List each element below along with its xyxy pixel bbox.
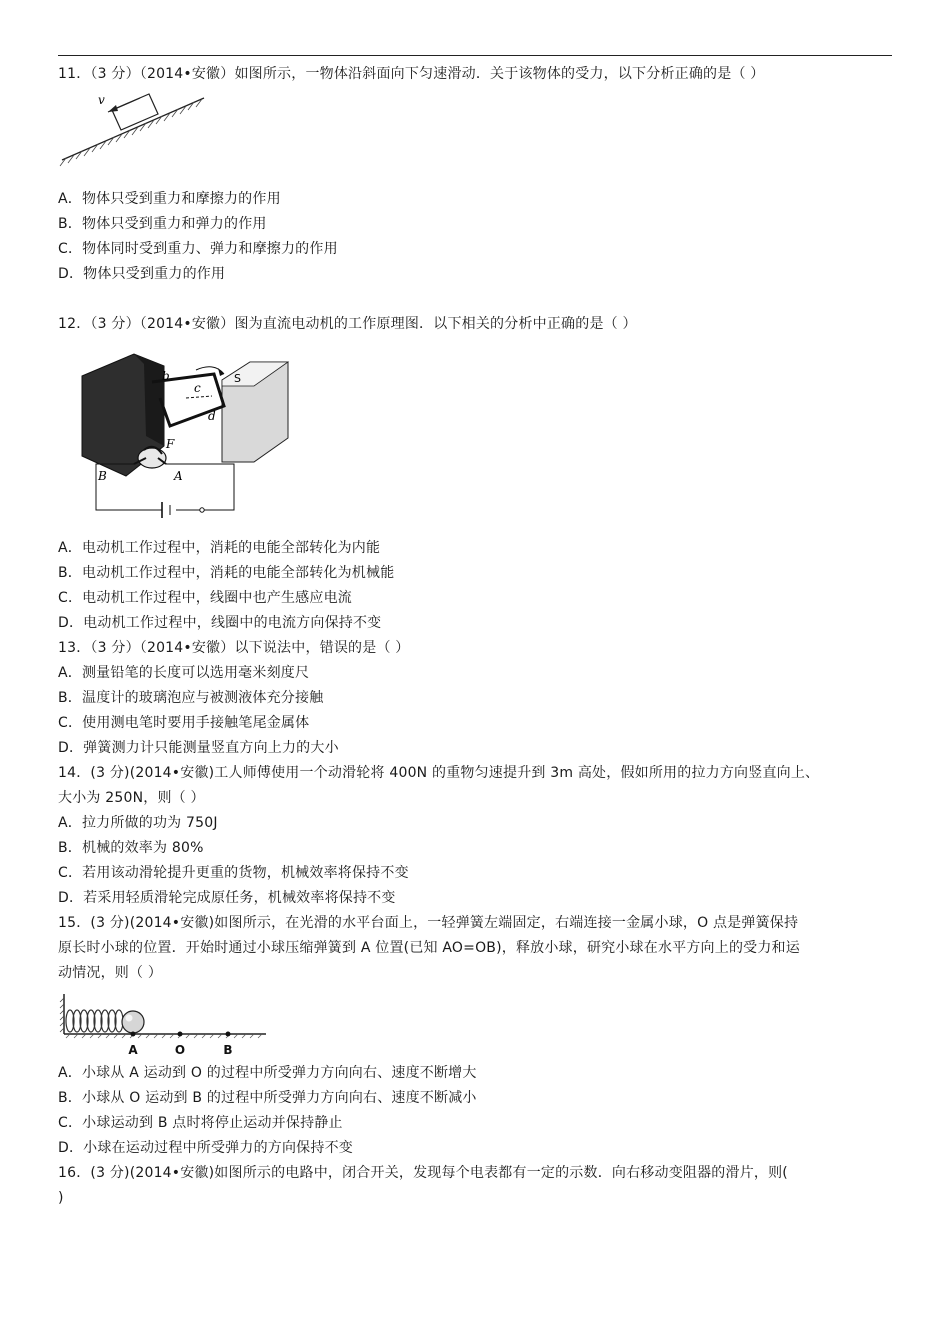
q14-stem-line-2: 大小为 250N，则（ ）: [58, 790, 205, 806]
q11-label-v: v: [98, 93, 105, 107]
header-rule: [58, 55, 892, 56]
q15-stem-line-2: 原长时小球的位置．开始时通过小球压缩弹簧到 A 位置(已知 AO=OB)，释放小球，研究小球在水平方向上的受力和运: [58, 940, 800, 956]
q11-option-d: D．物体只受到重力的作用: [58, 266, 226, 282]
q12-motor-figure: [74, 346, 294, 526]
q15-spring-figure: [58, 990, 278, 1060]
q15-stem-line-1: 15．(3 分)(2014•安徽)如图所示，在光滑的水平台面上，一轻弹簧左端固定，右端连接一金属小球，O 点是弹簧保持: [58, 915, 799, 931]
q11-option-c: C．物体同时受到重力、弹力和摩擦力的作用: [58, 241, 338, 257]
q14-option-c: C．若用该动滑轮提升更重的货物，机械效率将保持不变: [58, 865, 409, 881]
q15-option-d: D．小球在运动过程中所受弹力的方向保持不变: [58, 1140, 353, 1156]
q15-option-c: C．小球运动到 B 点时将停止运动并保持静止: [58, 1115, 343, 1131]
q14-option-a: A．拉力所做的功为 750J: [58, 815, 218, 831]
q12-label-f: F: [166, 437, 175, 451]
q12-label-b: b: [162, 369, 170, 383]
q12-label-a: A: [174, 469, 183, 483]
q15-option-a: A．小球从 A 运动到 O 的过程中所受弹力方向向右、速度不断增大: [58, 1065, 477, 1081]
q14-option-d: D．若采用轻质滑轮完成原任务，机械效率将保持不变: [58, 890, 396, 906]
q15-label-b: B: [223, 1043, 233, 1057]
q11-option-a: A．物体只受到重力和摩擦力的作用: [58, 191, 281, 207]
q13-option-a: A．测量铅笔的长度可以选用毫米刻度尺: [58, 665, 310, 681]
q15-label-a: A: [128, 1043, 138, 1057]
q11-incline-figure: [58, 88, 208, 168]
q14-stem-line-1: 14．(3 分)(2014•安徽)工人师傅使用一个动滑轮将 400N 的重物匀速提升到 3m 高处，假如所用的拉力方向竖直向上、: [58, 765, 820, 781]
q11-stem: 11．（3 分）（2014•安徽）如图所示，一物体沿斜面向下匀速滑动．关于该物体的受力，以下分析正确的是（ ）: [58, 66, 765, 82]
q14-option-b: B．机械的效率为 80%: [58, 840, 204, 856]
q12-option-a: A．电动机工作过程中，消耗的电能全部转化为内能: [58, 540, 381, 556]
q12-stem: 12．（3 分）（2014•安徽）图为直流电动机的工作原理图．以下相关的分析中正确的是（ ）: [58, 316, 637, 332]
q15-stem-line-3: 动情况，则（ ）: [58, 965, 163, 981]
q13-option-c: C．使用测电笔时要用手接触笔尾金属体: [58, 715, 310, 731]
q13-option-b: B．温度计的玻璃泡应与被测液体充分接触: [58, 690, 324, 706]
q16-stem-line-1: 16．(3 分)(2014•安徽)如图所示的电路中，闭合开关，发现每个电表都有一定的示数．向右移动变阻器的滑片，则(: [58, 1165, 788, 1181]
q16-stem-line-2: ): [58, 1190, 64, 1206]
q12-option-d: D．电动机工作过程中，线圈中的电流方向保持不变: [58, 615, 382, 631]
q12-label-bb: B: [98, 469, 107, 483]
q15-option-b: B．小球从 O 运动到 B 的过程中所受弹力方向向右、速度不断减小: [58, 1090, 477, 1106]
q13-stem: 13．（3 分）（2014•安徽）以下说法中，错误的是（ ）: [58, 640, 410, 656]
q12-label-d: d: [208, 409, 216, 423]
q12-label-c: c: [194, 381, 201, 395]
q12-option-c: C．电动机工作过程中，线圈中也产生感应电流: [58, 590, 352, 606]
q12-label-s: S: [234, 372, 241, 385]
q13-option-d: D．弹簧测力计只能测量竖直方向上力的大小: [58, 740, 339, 756]
q15-label-o: O: [174, 1043, 186, 1057]
q12-option-b: B．电动机工作过程中，消耗的电能全部转化为机械能: [58, 565, 395, 581]
q11-option-b: B．物体只受到重力和弹力的作用: [58, 216, 267, 232]
